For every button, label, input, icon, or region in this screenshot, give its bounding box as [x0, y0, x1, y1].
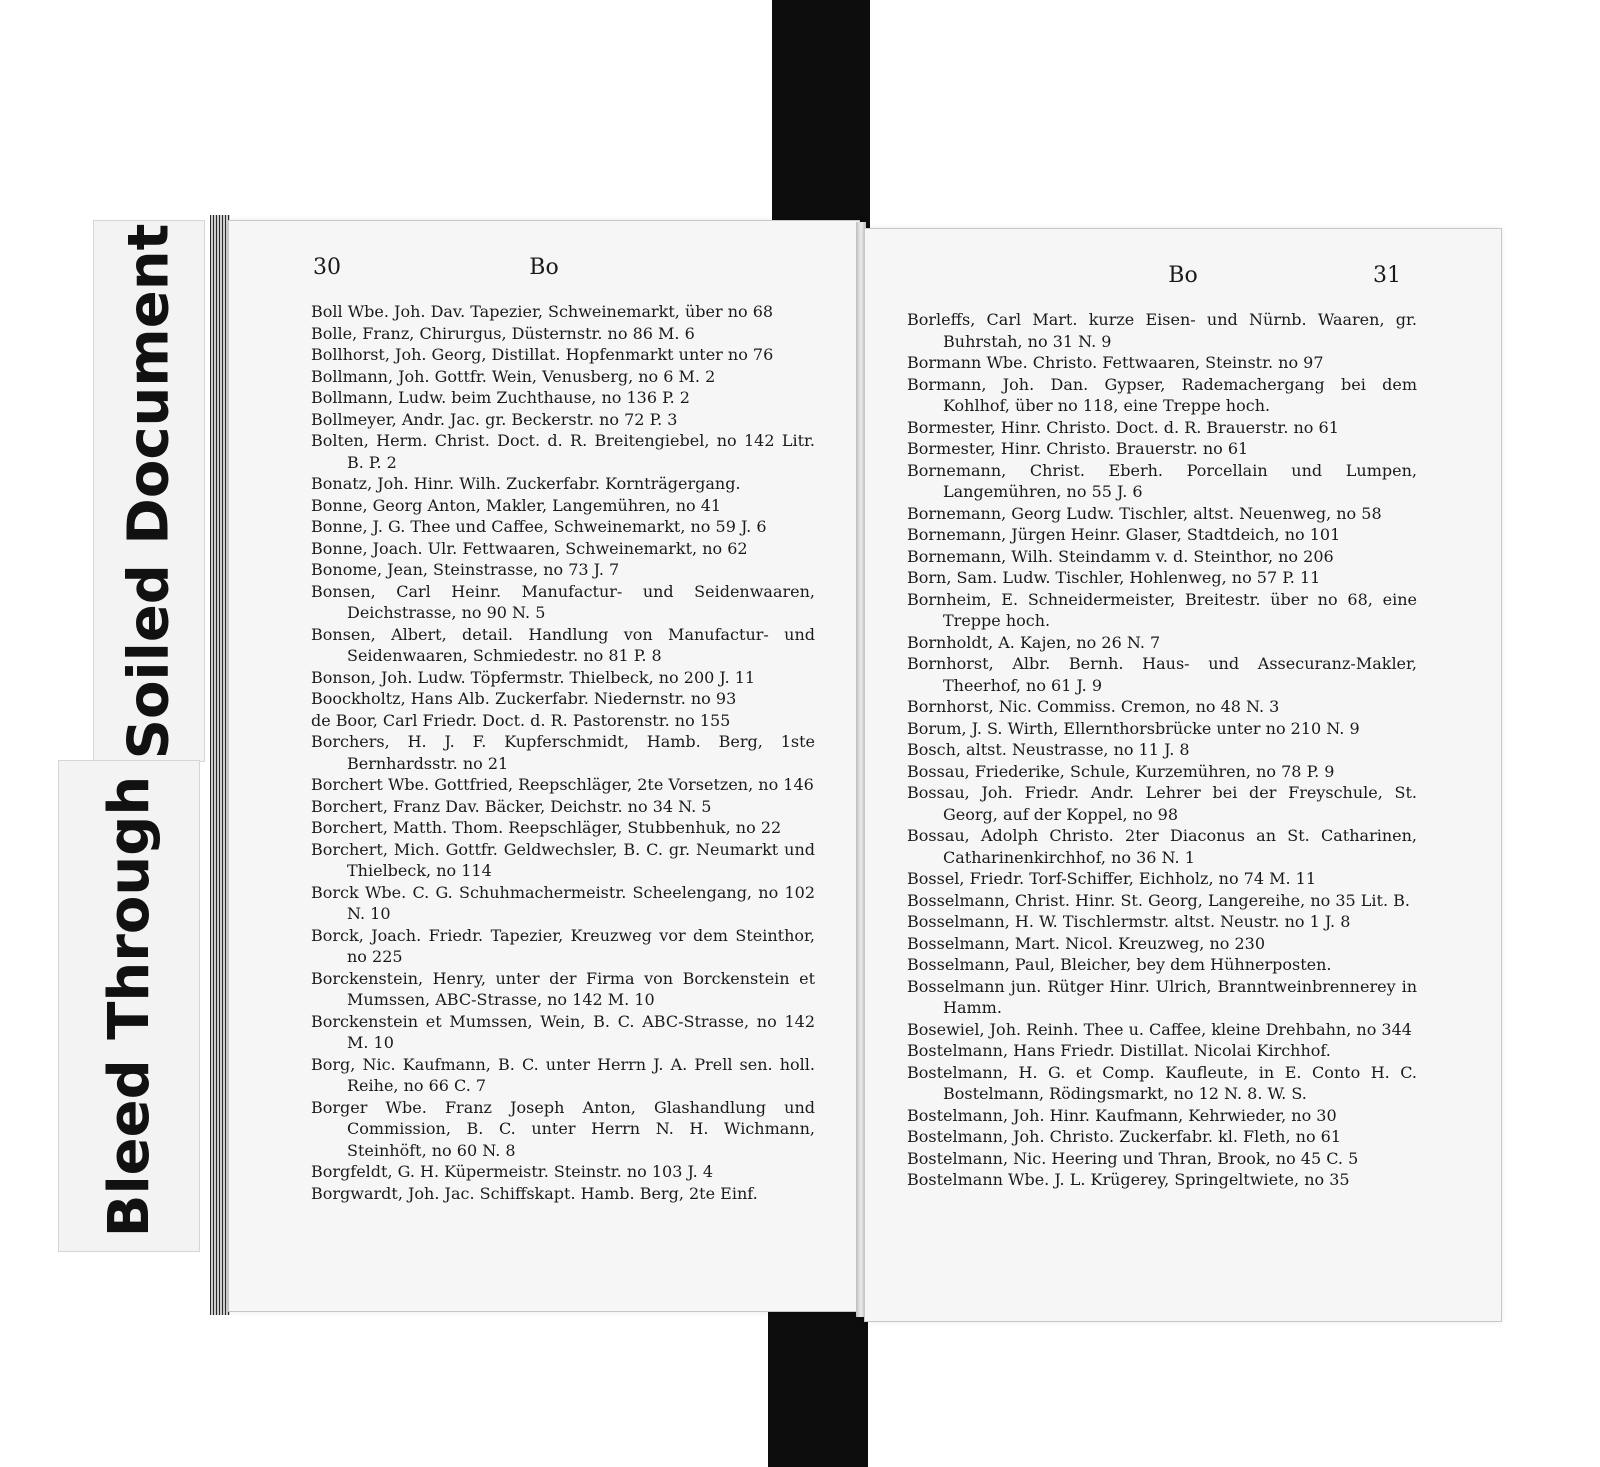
- directory-entry: Bosselmann, Paul, Bleicher, bey dem Hühnerposten.: [907, 955, 1332, 974]
- directory-entry: Borger Wbe. Franz Joseph Anton, Glashandlung und Commission, B. C. unter Herrn N. H. Wichmann, Steinhöft, no 60 N. 8: [311, 1097, 815, 1160]
- directory-entry: Borg, Nic. Kaufmann, B. C. unter Herrn J. A. Prell sen. holl. Reihe, no 66 C. 7: [311, 1054, 815, 1095]
- left-page-number: 30: [313, 255, 341, 280]
- directory-entry: Bossau, Joh. Friedr. Andr. Lehrer bei der Freyschule, St. Georg, auf der Koppel, no 98: [907, 783, 1417, 824]
- directory-entry: Bossel, Friedr. Torf-Schiffer, Eichholz, no 74 M. 11: [907, 869, 1317, 888]
- directory-entry: Bormann, Joh. Dan. Gypser, Rademachergang bei dem Kohlhof, über no 118, eine Treppe hoch.: [907, 374, 1417, 415]
- directory-entry: Boll Wbe. Joh. Dav. Tapezier, Schweinemarkt, über no 68: [311, 302, 774, 321]
- directory-entry: Bosselmann, H. W. Tischlermstr. altst. Neustr. no 1 J. 8: [907, 912, 1351, 931]
- directory-entry: Bosselmann jun. Rütger Hinr. Ulrich, Branntweinbrennerey in Hamm.: [907, 976, 1417, 1017]
- directory-entry: Bolle, Franz, Chirurgus, Düsternstr. no 86 M. 6: [311, 323, 695, 343]
- directory-entry: Bormester, Hinr. Christo. Doct. d. R. Brauerstr. no 61: [907, 417, 1339, 437]
- directory-entry: Bollmeyer, Andr. Jac. gr. Beckerstr. no 72 P. 3: [311, 409, 678, 429]
- directory-entry: Born, Sam. Ludw. Tischler, Hohlenweg, no 57 P. 11: [907, 568, 1321, 587]
- directory-entry: Bollmann, Joh. Gottfr. Wein, Venusberg, no 6 M. 2: [311, 366, 716, 386]
- directory-entry: Bossau, Adolph Christo. 2ter Diaconus an St. Catharinen, Catharinenkirchhof, no 36 N. 1: [907, 826, 1417, 867]
- left-page-header: [229, 255, 859, 285]
- directory-entry: Borck Wbe. C. G. Schuhmachermeistr. Scheelengang, no 102 N. 10: [311, 882, 815, 923]
- directory-entry: Borgfeldt, G. H. Küpermeistr. Steinstr. no 103 J. 4: [311, 1162, 714, 1181]
- directory-entry: Borleffs, Carl Mart. kurze Eisen- und Nürnb. Waaren, gr. Buhrstah, no 31 N. 9: [907, 310, 1417, 351]
- left-page-heading: Bo: [529, 255, 559, 280]
- directory-entry: Bostelmann, Hans Friedr. Distillat. Nicolai Kirchhof.: [907, 1041, 1331, 1060]
- directory-entry: Bolten, Herm. Christ. Doct. d. R. Breitengiebel, no 142 Litr. B. P. 2: [311, 431, 815, 472]
- directory-entry: Bostelmann Wbe. J. L. Krügerey, Springeltwiete, no 35: [907, 1170, 1350, 1189]
- page-stack-edge: [210, 215, 230, 1315]
- left-entry-list: [311, 301, 815, 1204]
- right-entry-list: [907, 309, 1417, 1191]
- directory-entry: Bosselmann, Christ. Hinr. St. Georg, Langereihe, no 35 Lit. B.: [907, 890, 1410, 910]
- soiled-document-label: Soiled Document: [116, 223, 182, 759]
- directory-entry: Bornemann, Georg Ludw. Tischler, altst. Neuenweg, no 58: [907, 503, 1382, 523]
- directory-entry: Borchert, Franz Dav. Bäcker, Deichstr. no 34 N. 5: [311, 796, 712, 816]
- directory-entry: Boockholtz, Hans Alb. Zuckerfabr. Niedernstr. no 93: [311, 689, 737, 708]
- directory-entry: Borgwardt, Joh. Jac. Schiffskapt. Hamb. Berg, 2te Einf.: [311, 1183, 758, 1203]
- directory-entry: de Boor, Carl Friedr. Doct. d. R. Pastorenstr. no 155: [311, 710, 731, 730]
- directory-entry: Bornemann, Jürgen Heinr. Glaser, Stadtdeich, no 101: [907, 525, 1341, 544]
- directory-entry: Borckenstein, Henry, unter der Firma von Borckenstein et Mumssen, ABC-Strasse, no 142 M. 10: [311, 968, 815, 1009]
- directory-entry: Bonne, Joach. Ulr. Fettwaaren, Schweinemarkt, no 62: [311, 538, 748, 558]
- binding-tape-top: [772, 0, 870, 228]
- directory-entry: Bonsen, Albert, detail. Handlung von Manufactur- und Seidenwaaren, Schmiedestr. no 81 P. 8: [311, 624, 815, 665]
- directory-entry: Bonne, Georg Anton, Makler, Langemühren, no 41: [311, 495, 722, 515]
- directory-entry: Bornheim, E. Schneidermeister, Breitestr. über no 68, eine Treppe hoch.: [907, 589, 1417, 630]
- directory-entry: Bossau, Friederike, Schule, Kurzemühren, no 78 P. 9: [907, 761, 1335, 781]
- directory-entry: Bornhorst, Nic. Commiss. Cremon, no 48 N. 3: [907, 697, 1280, 716]
- directory-entry: Bostelmann, H. G. et Comp. Kaufleute, in E. Conto H. C. Bostelmann, Rödingsmarkt, no 12 N. 8. W. S.: [907, 1062, 1417, 1103]
- right-page: [864, 228, 1502, 1322]
- directory-entry: Bormann Wbe. Christo. Fettwaaren, Steinstr. no 97: [907, 353, 1324, 372]
- directory-entry: Bollhorst, Joh. Georg, Distillat. Hopfenmarkt unter no 76: [311, 345, 774, 364]
- binding-tape-bottom: [768, 1312, 868, 1467]
- directory-entry: Bostelmann, Nic. Heering und Thran, Brook, no 45 C. 5: [907, 1148, 1359, 1168]
- left-page: [228, 220, 860, 1312]
- directory-entry: Borckenstein et Mumssen, Wein, B. C. ABC-Strasse, no 142 M. 10: [311, 1011, 815, 1052]
- directory-entry: Bonsen, Carl Heinr. Manufactur- und Seidenwaaren, Deichstrasse, no 90 N. 5: [311, 581, 815, 622]
- right-page-heading: Bo: [1168, 263, 1198, 288]
- directory-entry: Bosch, altst. Neustrasse, no 11 J. 8: [907, 740, 1190, 759]
- directory-entry: Borchers, H. J. F. Kupferschmidt, Hamb. Berg, 1ste Bernhardsstr. no 21: [311, 732, 815, 773]
- directory-entry: Borck, Joach. Friedr. Tapezier, Kreuzweg vor dem Steinthor, no 225: [311, 925, 815, 966]
- directory-entry: Borchert Wbe. Gottfried, Reepschläger, 2te Vorsetzen, no 146: [311, 775, 814, 794]
- right-page-header: [865, 263, 1501, 293]
- directory-entry: Borchert, Matth. Thom. Reepschläger, Stubbenhuk, no 22: [311, 818, 782, 837]
- directory-entry: Bornemann, Wilh. Steindamm v. d. Steinthor, no 206: [907, 546, 1334, 566]
- directory-entry: Bostelmann, Joh. Hinr. Kaufmann, Kehrwieder, no 30: [907, 1105, 1337, 1125]
- right-page-number: 31: [1373, 263, 1401, 288]
- directory-entry: Bonson, Joh. Ludw. Töpfermstr. Thielbeck, no 200 J. 11: [311, 667, 756, 687]
- directory-entry: Bosewiel, Joh. Reinh. Thee u. Caffee, kleine Drehbahn, no 344: [907, 1019, 1412, 1039]
- directory-entry: Borchert, Mich. Gottfr. Geldwechsler, B. C. gr. Neumarkt und Thielbeck, no 114: [311, 839, 815, 880]
- bleed-through-label: Bleed Through: [96, 775, 162, 1237]
- directory-entry: Bonne, J. G. Thee und Caffee, Schweinemarkt, no 59 J. 6: [311, 517, 767, 536]
- directory-entry: Bormester, Hinr. Christo. Brauerstr. no 61: [907, 439, 1249, 458]
- directory-entry: Bornhorst, Albr. Bernh. Haus- und Assecuranz-Makler, Theerhof, no 61 J. 9: [907, 654, 1417, 695]
- directory-entry: Bosselmann, Mart. Nicol. Kreuzweg, no 230: [907, 933, 1266, 953]
- directory-entry: Bonatz, Joh. Hinr. Wilh. Zuckerfabr. Kornträgergang.: [311, 474, 741, 493]
- directory-entry: Bonome, Jean, Steinstrasse, no 73 J. 7: [311, 560, 620, 579]
- directory-entry: Bollmann, Ludw. beim Zuchthause, no 136 P. 2: [311, 388, 690, 407]
- directory-entry: Bostelmann, Joh. Christo. Zuckerfabr. kl. Fleth, no 61: [907, 1127, 1342, 1146]
- directory-entry: Bornholdt, A. Kajen, no 26 N. 7: [907, 632, 1161, 652]
- directory-entry: Bornemann, Christ. Eberh. Porcellain und Lumpen, Langemühren, no 55 J. 6: [907, 460, 1417, 501]
- directory-entry: Borum, J. S. Wirth, Ellernthorsbrücke unter no 210 N. 9: [907, 718, 1360, 738]
